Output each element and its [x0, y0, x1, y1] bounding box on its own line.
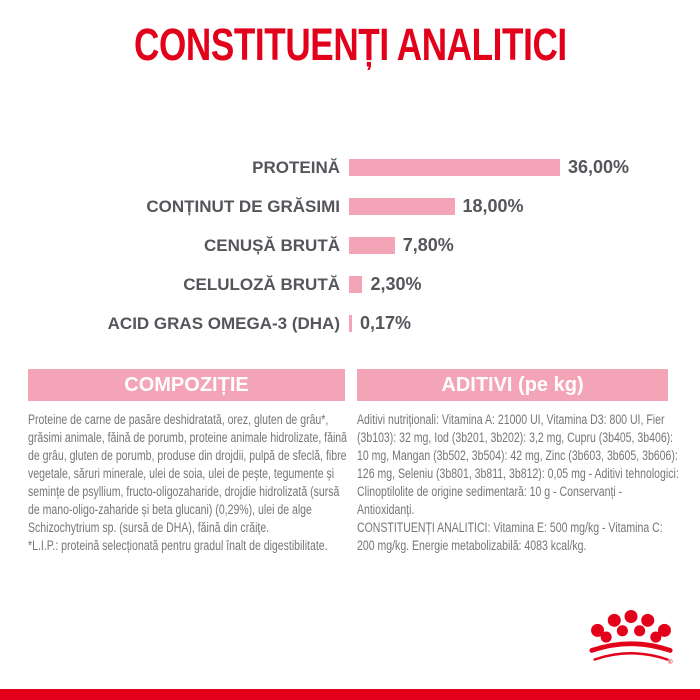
chart-bar: [349, 237, 395, 254]
chart-bar-wrap: [349, 159, 560, 176]
chart-category-label: PROTEINĂ: [252, 157, 340, 177]
chart-row: [28, 187, 672, 226]
chart-bar: [349, 276, 362, 293]
additives-paragraph: Aditivi nutriționali: Vitamina A: 21000 UI, Vitamina D3: 800 UI, Fier (3b103): 32 mg, Iod (3b201, 3b202): 3,2 mg, Cupru (3b405, 3b406): 10 mg, Mangan (3b502, 3b504): 42 mg, Zinc (3b603, 3b605, 3b606): 126 mg, Seleniu (3b801, 3b811, 3b812): 0,05 mg - Aditivi tehnologici: Clinoptilolite de origine sedimentară: 10 g - Conservanți - Antioxidanți.: [357, 412, 679, 517]
chart-value-label: 2,30%: [370, 274, 422, 294]
composition-header-text: COMPOZIȚIE: [124, 374, 249, 396]
chart-bar-wrap: [349, 276, 362, 293]
analytical-constituents-note: CONSTITUENȚI ANALITICI: Vitamina E: 500 mg/kg - Vitamina C: 200 mg/kg. Energie metabolizabilă: 4083 kcal/kg.: [357, 520, 663, 553]
additives-section-header: [357, 369, 668, 401]
brand-red-band: [0, 689, 700, 700]
composition-paragraph: Proteine de carne de pasăre deshidratată, orez, gluten de grâu*, grăsimi animale, făină de porumb, proteine animale hidrolizate, făină de grâu, gluten de porumb, produse din drojdii, pulpă de sfeclă, fibre vegetale, săruri minerale, ulei de soia, ulei de pește, tegumente și semințe de psyllium, fructo-oligozaharide, drojdie hidrolizată (sursă de mano-oligo-zaharide și beta glucani) (0,29%), ulei de alge Schizochytrium sp. (sursă de DHA), făină din crăițe.: [28, 412, 348, 535]
chart-category-label: ACID GRAS OMEGA-3 (DHA): [107, 313, 340, 333]
additives-text-column: [357, 411, 680, 555]
chart-bar: [349, 315, 352, 332]
page-title-text: CONSTITUENȚI ANALITICI: [133, 19, 567, 70]
chart-row: [28, 226, 672, 265]
composition-text-column: [28, 411, 351, 555]
chart-bar: [349, 159, 560, 176]
analytical-constituents-chart: [28, 148, 672, 343]
registered-mark: ®: [667, 658, 673, 666]
chart-row: [28, 265, 672, 304]
composition-section-header: [28, 369, 345, 401]
chart-bar-wrap: [349, 237, 395, 254]
chart-bar-wrap: [349, 198, 455, 215]
royal-canin-crown-icon: [588, 608, 674, 668]
chart-value-label: 18,00%: [462, 196, 524, 216]
chart-value-label: 36,00%: [568, 157, 630, 177]
composition-lip-note: *L.I.P.: proteină selecționată pentru gradul înalt de digestibilitate.: [28, 538, 328, 553]
chart-row: [28, 148, 672, 187]
chart-bar-wrap: [349, 315, 352, 332]
chart-category-label: CELULOZĂ BRUTĂ: [183, 274, 340, 294]
additives-header-text: ADITIVI (pe kg): [441, 374, 584, 396]
chart-bar: [349, 198, 455, 215]
chart-category-label: CONȚINUT DE GRĂSIMI: [146, 196, 340, 216]
page-title: [0, 20, 700, 70]
chart-value-label: 7,80%: [402, 235, 454, 255]
chart-value-label: 0,17%: [360, 313, 412, 333]
chart-row: [28, 304, 672, 343]
chart-category-label: CENUȘĂ BRUTĂ: [204, 235, 340, 255]
